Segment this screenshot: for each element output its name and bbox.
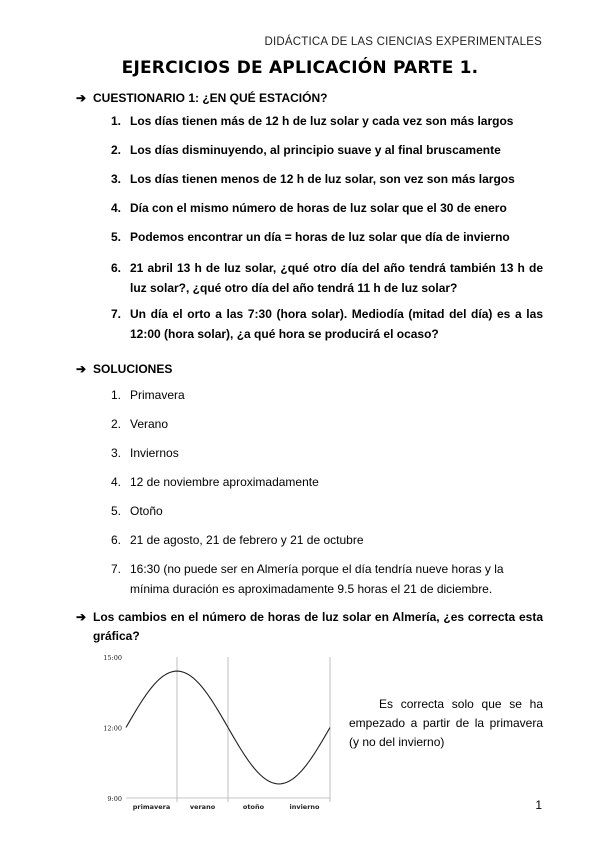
chart-note: Es correcta solo que se ha empezado a partir de la primavera (y no del invierno) [349, 697, 543, 749]
chart-x-tick-label: invierno [289, 803, 320, 811]
chart-y-tick-label: 12:00 [103, 724, 122, 733]
item-number: 6. [111, 533, 122, 547]
item-number: 7. [111, 307, 122, 321]
arrow-right-icon: ➔ [76, 362, 87, 376]
item-text: Los días disminuyendo, al principio suave y al final bruscamente [130, 143, 501, 157]
page-header: DIDÁCTICA DE LAS CIENCIAS EXPERIMENTALES [264, 36, 542, 48]
item-text: Otoño [130, 504, 163, 518]
list-item [111, 111, 543, 131]
daylight-chart-svg [96, 650, 336, 820]
list-item [111, 414, 543, 434]
arrow-right-icon: ➔ [76, 610, 87, 624]
list-item [111, 472, 543, 492]
list-item [111, 559, 543, 599]
item-text: 16:30 (no puede ser en Almería porque el día tendría nueve horas y la mínima duración es aproximadamente 9.5 horas el 21 de diciembre. [130, 562, 504, 596]
arrow-right-icon: ➔ [76, 91, 87, 105]
page-title: EJERCICIOS DE APLICACIÓN PARTE 1. [121, 58, 479, 78]
list-item [111, 169, 543, 189]
chart-y-tick-label: 15:00 [103, 654, 122, 662]
item-text: Inviernos [130, 446, 179, 460]
item-number: 4. [111, 475, 122, 489]
list-item [111, 227, 543, 247]
item-number: 2. [111, 143, 122, 157]
item-text: 21 abril 13 h de luz solar, ¿qué otro día del año tendrá también 13 h de luz solar?, ¿qué otro día del año tendrá 11 h de luz solar? [130, 261, 543, 295]
item-text: Un día el orto a las 7:30 (hora solar). Mediodía (mitad del día) es a las 12:00 (hora solar), ¿a qué hora se producirá el ocaso? [130, 307, 543, 341]
item-number: 2. [111, 417, 122, 431]
item-text: Los días tienen menos de 12 h de luz solar, son vez son más largos [130, 172, 515, 186]
item-text: Podemos encontrar un día = horas de luz solar que día de invierno [130, 230, 510, 244]
daylight-chart [96, 650, 336, 820]
item-text: Verano [130, 417, 169, 431]
item-number: 7. [111, 562, 122, 576]
list-item [111, 501, 543, 521]
section-cuestionario-heading [76, 91, 327, 105]
list-item [111, 443, 543, 463]
item-text: 21 de agosto, 21 de febrero y 21 de octubre [130, 533, 364, 547]
item-number: 1. [111, 388, 122, 402]
list-item [111, 140, 543, 160]
list-item [111, 258, 543, 298]
item-text: Primavera [130, 388, 185, 402]
list-item [111, 530, 543, 550]
soluciones-heading-text: SOLUCIONES [93, 362, 173, 376]
section-grafica-heading [76, 608, 543, 646]
item-text: Los días tienen más de 12 h de luz solar y cada vez son más largos [130, 114, 514, 128]
item-text: 12 de noviembre aproximadamente [130, 475, 319, 489]
item-number: 3. [111, 172, 122, 186]
item-number: 5. [111, 230, 122, 244]
list-item [111, 385, 543, 405]
item-number: 6. [111, 261, 122, 275]
section-soluciones-heading [76, 362, 172, 376]
chart-y-tick-label: 9:00 [107, 795, 122, 803]
list-item [111, 198, 543, 218]
item-number: 5. [111, 504, 122, 518]
chart-x-tick-label: primavera [132, 803, 171, 811]
list-item [111, 304, 543, 344]
page-number: 1 [535, 798, 542, 812]
cuestionario-heading-text: CUESTIONARIO 1: ¿EN QUÉ ESTACIÓN? [93, 91, 328, 105]
item-number: 1. [111, 114, 122, 128]
item-text: Día con el mismo número de horas de luz solar que el 30 de enero [130, 201, 507, 215]
grafica-heading-text: Los cambios en el número de horas de luz solar en Almería, ¿es correcta esta gráfica? [93, 610, 543, 643]
chart-x-tick-label: otoño [242, 803, 265, 811]
item-number: 4. [111, 201, 122, 215]
chart-x-tick-label: verano [189, 803, 216, 811]
item-number: 3. [111, 446, 122, 460]
